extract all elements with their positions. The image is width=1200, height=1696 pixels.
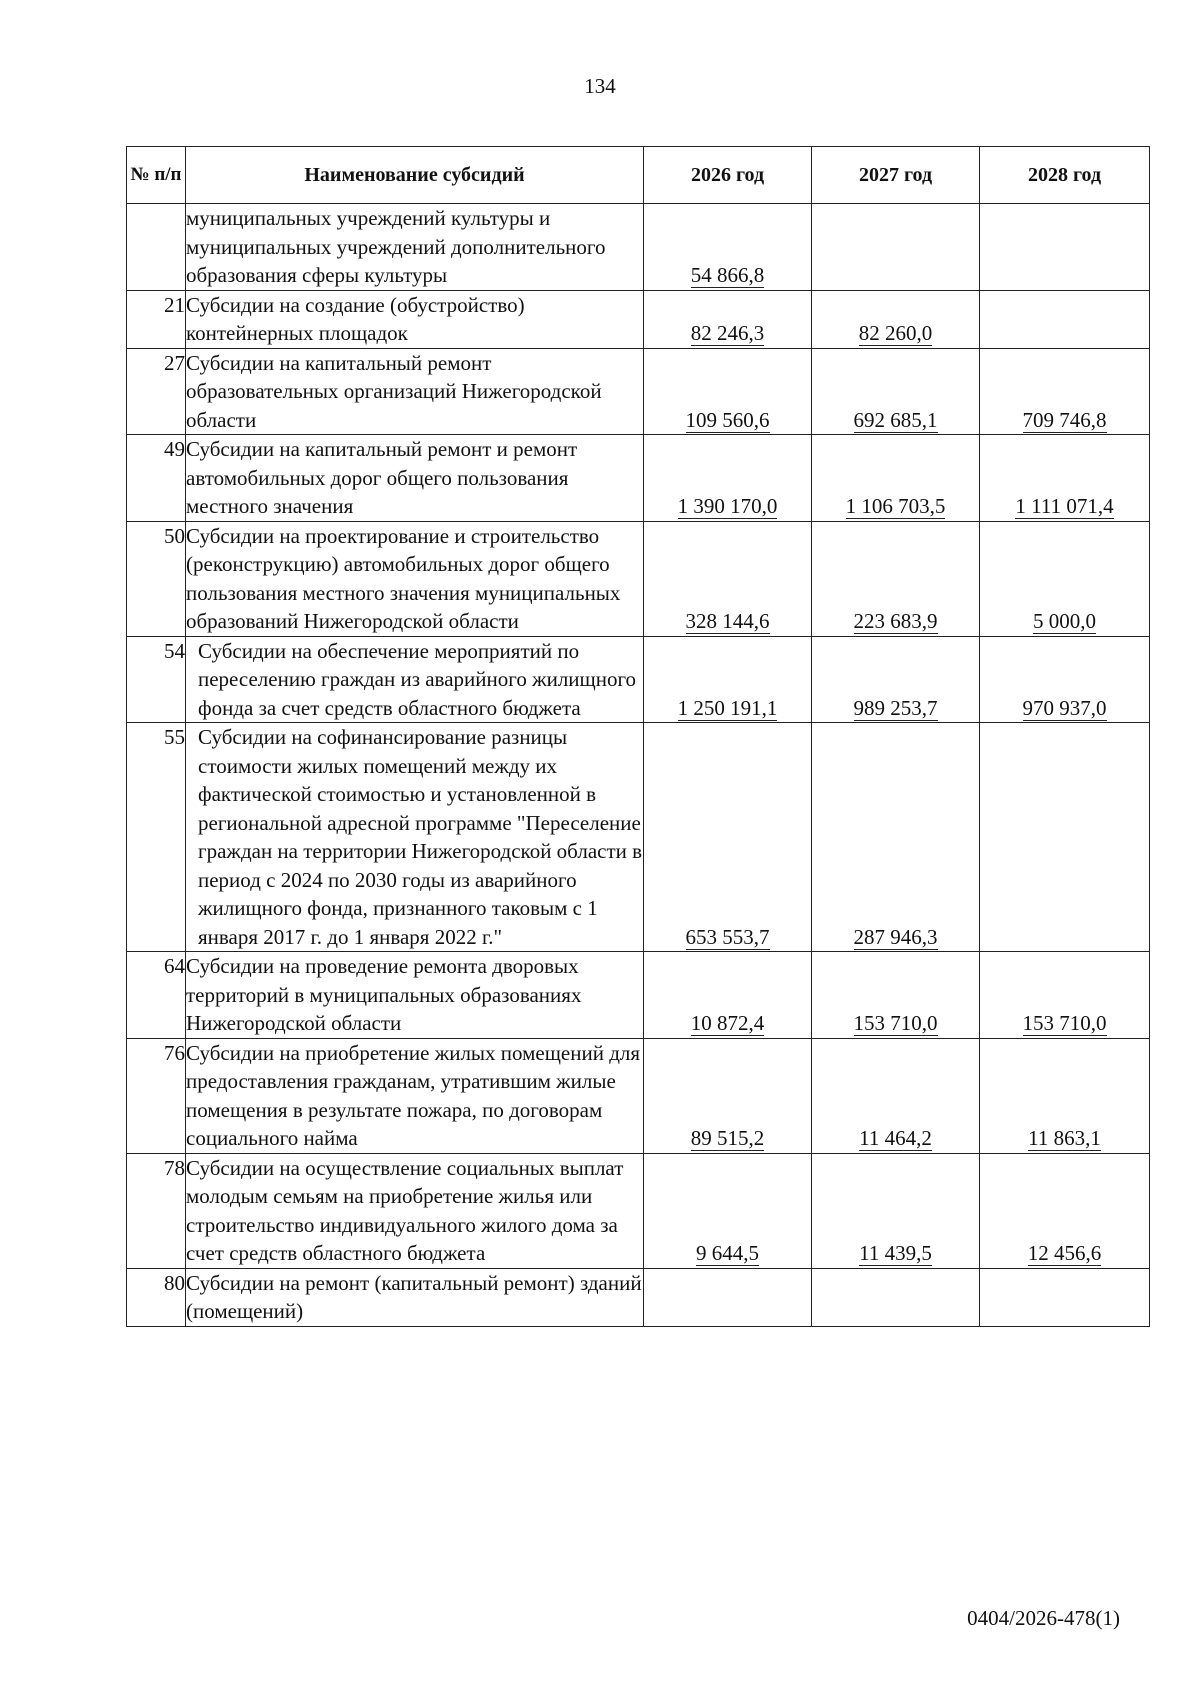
value-2026: 10 872,4 [690, 1011, 765, 1035]
row-name: Субсидии на ремонт (капитальный ремонт) зданий (помещений) [186, 1268, 644, 1326]
value-2027: 82 260,0 [858, 321, 933, 345]
row-2027 [812, 521, 980, 636]
row-2027 [812, 723, 980, 952]
value-2026: 89 515,2 [690, 1126, 765, 1150]
row-number: 27 [127, 348, 186, 435]
row-number: 54 [127, 636, 186, 723]
row-number: 64 [127, 952, 186, 1039]
row-2026 [644, 204, 812, 291]
row-2028 [980, 1038, 1150, 1153]
row-2028 [980, 636, 1150, 723]
row-number: 78 [127, 1153, 186, 1268]
table-row [127, 435, 1150, 522]
row-2026 [644, 348, 812, 435]
row-name: Субсидии на капитальный ремонт и ремонт автомобильных дорог общего пользования местного значения [186, 435, 644, 522]
page-number: 134 [584, 74, 616, 98]
row-2026 [644, 1153, 812, 1268]
table-header-row [127, 147, 1150, 204]
value-2027: 692 685,1 [853, 407, 938, 432]
row-2026 [644, 435, 812, 522]
row-number: 21 [127, 290, 186, 348]
value-2028: 153 710,0 [1022, 1011, 1107, 1035]
row-2028 [980, 952, 1150, 1039]
row-2027 [812, 204, 980, 291]
value-2026: 328 144,6 [685, 609, 770, 633]
row-number [127, 204, 186, 291]
table-row [127, 1038, 1150, 1153]
row-2028 [980, 204, 1150, 291]
row-2028 [980, 348, 1150, 435]
document-code: 0404/2026-478(1) [967, 1606, 1120, 1630]
row-2027 [812, 1268, 980, 1326]
value-2027: 11 439,5 [859, 1241, 932, 1265]
value-2028: 709 746,8 [1022, 407, 1107, 432]
row-2028 [980, 435, 1150, 522]
header-number: № п/п [127, 147, 186, 204]
value-2027: 223 683,9 [853, 609, 938, 633]
table-row [127, 723, 1150, 952]
row-2027 [812, 1038, 980, 1153]
value-2028: 11 863,1 [1028, 1126, 1101, 1150]
subsidies-table [126, 146, 1150, 1327]
row-name: Субсидии на приобретение жилых помещений для предоставления гражданам, утратившим жилые помещения в результате пожара, по договорам социального найма [186, 1038, 644, 1153]
row-2026 [644, 1038, 812, 1153]
table-row [127, 521, 1150, 636]
row-2027 [812, 952, 980, 1039]
table-row [127, 348, 1150, 435]
value-2026: 653 553,7 [685, 924, 770, 949]
row-2028 [980, 723, 1150, 952]
value-2026: 1 250 191,1 [677, 695, 778, 720]
row-2026 [644, 636, 812, 723]
row-name: Субсидии на обеспечение мероприятий по переселению граждан из аварийного жилищного фонда за счет средств областного бюджета [186, 636, 644, 723]
row-2028 [980, 1268, 1150, 1326]
value-2028: 5 000,0 [1033, 609, 1096, 633]
row-name: Субсидии на капитальный ремонт образовательных организаций Нижегородской области [186, 348, 644, 435]
row-2028 [980, 1153, 1150, 1268]
row-2026 [644, 521, 812, 636]
row-2028 [980, 290, 1150, 348]
header-2026: 2026 год [644, 147, 812, 204]
row-2027 [812, 290, 980, 348]
header-2028: 2028 год [980, 147, 1150, 204]
table-row [127, 1153, 1150, 1268]
row-number: 50 [127, 521, 186, 636]
table-row [127, 1268, 1150, 1326]
header-2027: 2027 год [812, 147, 980, 204]
value-2028: 970 937,0 [1022, 695, 1107, 720]
table-row [127, 204, 1150, 291]
row-number: 49 [127, 435, 186, 522]
row-2028 [980, 521, 1150, 636]
value-2028: 1 111 071,4 [1015, 494, 1114, 518]
value-2026: 1 390 170,0 [677, 494, 778, 518]
value-2027: 287 946,3 [853, 924, 938, 949]
row-2027 [812, 348, 980, 435]
row-number: 55 [127, 723, 186, 952]
value-2027: 153 710,0 [853, 1011, 938, 1035]
table-row [127, 952, 1150, 1039]
row-2026 [644, 723, 812, 952]
row-2027 [812, 1153, 980, 1268]
row-name: Субсидии на осуществление социальных выплат молодым семьям на приобретение жилья или строительство индивидуального жилого дома за счет средств областного бюджета [186, 1153, 644, 1268]
row-2026 [644, 290, 812, 348]
row-2027 [812, 636, 980, 723]
value-2026: 9 644,5 [696, 1241, 759, 1265]
header-name: Наименование субсидий [186, 147, 644, 204]
row-name: муниципальных учреждений культуры и муниципальных учреждений дополнительного образования сферы культуры [186, 204, 644, 291]
value-2027: 11 464,2 [859, 1126, 932, 1150]
row-2027 [812, 435, 980, 522]
row-name: Субсидии на проведение ремонта дворовых территорий в муниципальных образованиях Нижегородской области [186, 952, 644, 1039]
row-2026 [644, 952, 812, 1039]
value-2026: 82 246,3 [690, 321, 765, 345]
row-name: Субсидии на проектирование и строительство (реконструкцию) автомобильных дорог общего пользования местного значения муниципальных образований Нижегородской области [186, 521, 644, 636]
value-2026: 54 866,8 [690, 263, 765, 287]
table-row [127, 636, 1150, 723]
row-number: 80 [127, 1268, 186, 1326]
value-2027: 1 106 703,5 [845, 494, 946, 518]
row-name: Субсидии на создание (обустройство) контейнерных площадок [186, 290, 644, 348]
value-2026: 109 560,6 [685, 407, 770, 432]
value-2028: 12 456,6 [1027, 1241, 1102, 1265]
row-name: Субсидии на софинансирование разницы стоимости жилых помещений между их фактической стоимостью и установленной в региональной адресной программе "Переселение граждан на территории Нижегородской области в период с 2024 по 2030 годы из аварийного жилищного фонда, признанного таковым с 1 января 2017 г. до 1 января 2022 г." [186, 723, 644, 952]
table-row [127, 290, 1150, 348]
row-number: 76 [127, 1038, 186, 1153]
value-2027: 989 253,7 [853, 695, 938, 720]
row-2026 [644, 1268, 812, 1326]
